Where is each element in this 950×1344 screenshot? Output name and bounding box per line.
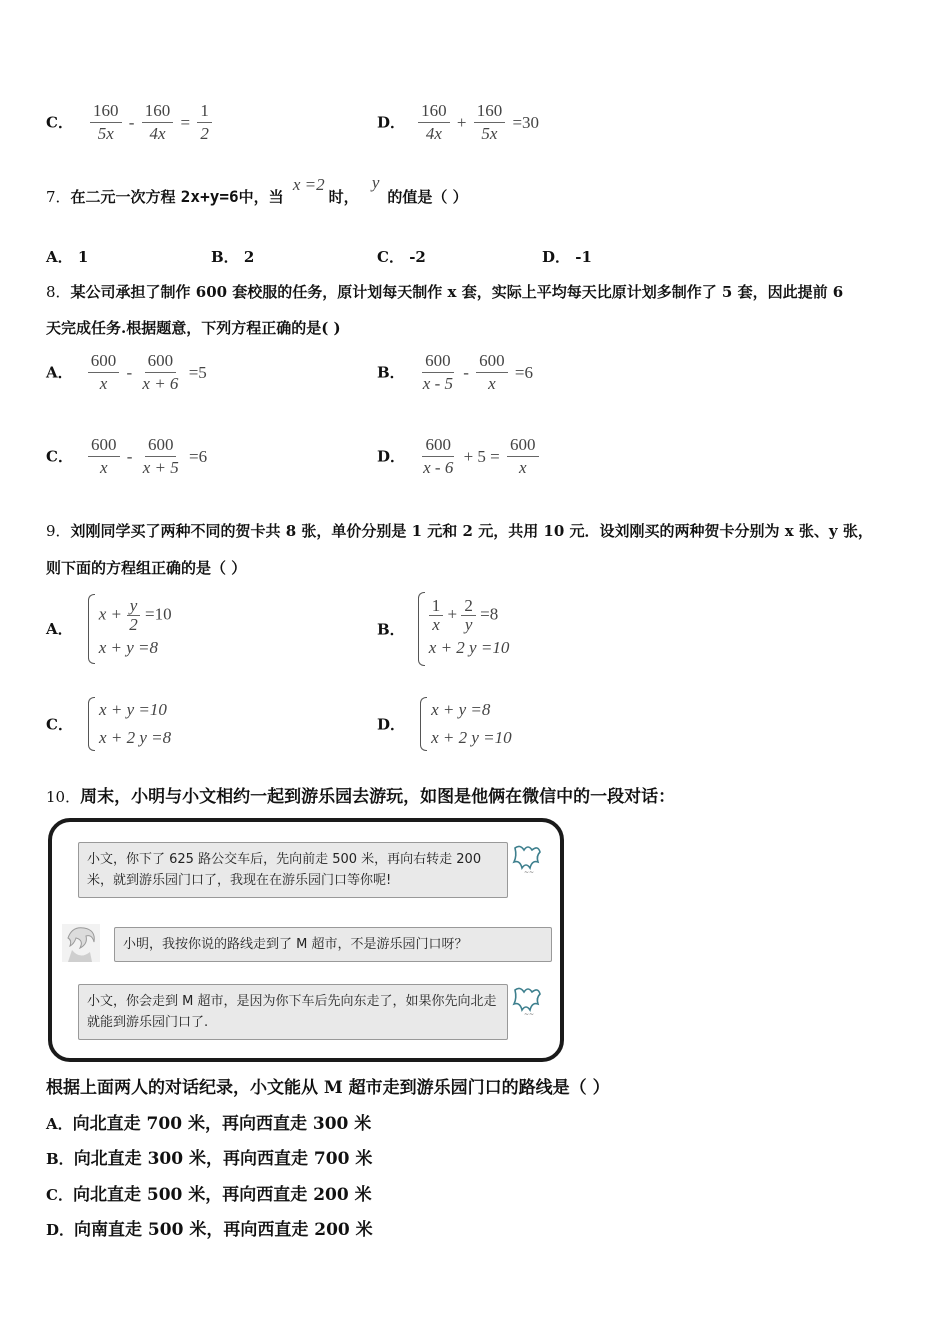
question-10-prompt: 根据上面两人的对话纪录，小文能从 M 超市走到游乐园门口的路线是（ ） [46,1078,610,1098]
q8-option-b: B． $\frac{600}{x - 5}$ - $\frac{600}{x}$ =6 [377,351,534,393]
fraction: $\frac{600}{x}$ [88,350,120,395]
fraction: $\frac{1}{2}$ [197,100,212,145]
question-8-line1: 8．某公司承担了制作 600 套校服的任务，原计划每天制作 x 套，实际上平均每天比原计划多制作了 5 套，因此提前 6 [46,283,844,301]
q10-option-b: B．向北直走 300 米，再向西直走 700 米 [46,1149,373,1169]
equation-system: x + y =10 x + 2 y =8 [88,696,171,752]
chat-message-3: 小文，你会走到 M 超市，是因为你下车后先向东走了，如果你先向北走就能到游乐园门口了. [78,984,508,1040]
fraction: $\frac{160}{4x}$ [142,100,174,145]
q10-option-d: D．向南直走 500 米，再向西直走 200 米 [46,1220,373,1240]
question-7: 7．在二元一次方程 2x+y=6中，当 x =2时， y的值是（ ） [46,173,468,206]
svg-text:~~: ~~ [524,869,535,876]
question-9-line2: 则下面的方程组正确的是（ ） [46,559,247,577]
chat-message-1: 小文，你下了 625 路公交车后，先向前走 500 米，再向右转走 200 米，就到游乐园门口了，我现在在游乐园门口等你呢! [78,842,508,898]
variable: y [371,173,380,192]
fraction: $\frac{600}{x + 6}$ [142,351,179,393]
xiaowen-avatar-icon [510,842,544,876]
wechat-conversation [48,818,564,1062]
fraction: $\frac{600}{x + 5}$ [142,435,179,477]
question-9-line1: 9．刘刚同学买了两种不同的贺卡共 8 张，单价分别是 1 元和 2 元，共用 10 元．设刘刚买的两种贺卡分别为 x 张、y 张， [46,522,873,540]
q7-option-d: D． -1 [542,248,592,266]
q9-option-a: A． x + $\frac{y}{2}$ =10 x + y =8 [46,594,172,664]
equation: 2x+y=6 [180,187,239,206]
equation-system: $\frac{1}{x}$ + $\frac{2}{y}$ =8 x + 2 y =10 [418,592,510,666]
fraction: $\frac{600}{x - 5}$ [422,351,453,393]
equation-system: x + y =8 x + 2 y =10 [420,696,512,752]
fraction: $\frac{600}{x}$ [507,434,539,479]
fraction: $\frac{160}{5x}$ [90,100,122,145]
q9-option-d: D． x + y =8 x + 2 y =10 [377,696,512,752]
q6-option-d: D． $\frac{160}{4x}$ + $\frac{160}{5x}$ =30 [377,101,540,143]
q8-option-c: C． $\frac{600}{x}$ - $\frac{600}{x + 5}$ =6 [46,435,208,477]
xiaowen-avatar-icon [510,984,544,1018]
option-label: D． [377,113,406,132]
q10-option-a: A．向北直走 700 米，再向西直走 300 米 [46,1114,372,1134]
q10-option-c: C．向北直走 500 米，再向西直走 200 米 [46,1185,372,1205]
q7-option-a: A． 1 [46,248,89,266]
svg-text:~~: ~~ [524,1011,535,1018]
question-8-line2: 天完成任务.根据题意，下列方程正确的是( ) [46,319,341,337]
xiaoming-avatar-icon [62,924,100,962]
q7-option-b: B． 2 [211,248,255,266]
chat-message-2: 小明，我按你说的路线走到了 M 超市，不是游乐园门口呀？ [114,927,552,962]
q8-option-a: A． $\frac{600}{x}$ - $\frac{600}{x + 6}$ =5 [46,351,207,393]
q7-option-c: C． -2 [377,248,426,266]
fraction: $\frac{600}{x - 6}$ [423,435,454,477]
equation-system: x + $\frac{y}{2}$ =10 x + y =8 [88,594,172,664]
fraction: $\frac{160}{4x}$ [418,100,450,145]
q8-option-d: D． $\frac{600}{x - 6}$ + 5 = $\frac{600}{x}$ [377,434,539,479]
option-label: C． [46,113,73,132]
condition: x =2 [292,175,325,194]
fraction: $\frac{160}{5x}$ [474,100,506,145]
fraction: $\frac{600}{x}$ [88,434,120,479]
q9-option-c: C． x + y =10 x + 2 y =8 [46,696,171,752]
q9-option-b: B． $\frac{1}{x}$ + $\frac{2}{y}$ =8 x + 2 y =10 [377,592,509,666]
fraction: $\frac{600}{x}$ [476,350,508,395]
question-10-intro: 10．周末，小明与小文相约一起到游乐园去游玩，如图是他俩在微信中的一段对话： [46,787,676,807]
q6-option-c: C． $\frac{160}{5x}$ - $\frac{160}{4x}$ = $\frac{1}{2}$ [46,100,212,145]
